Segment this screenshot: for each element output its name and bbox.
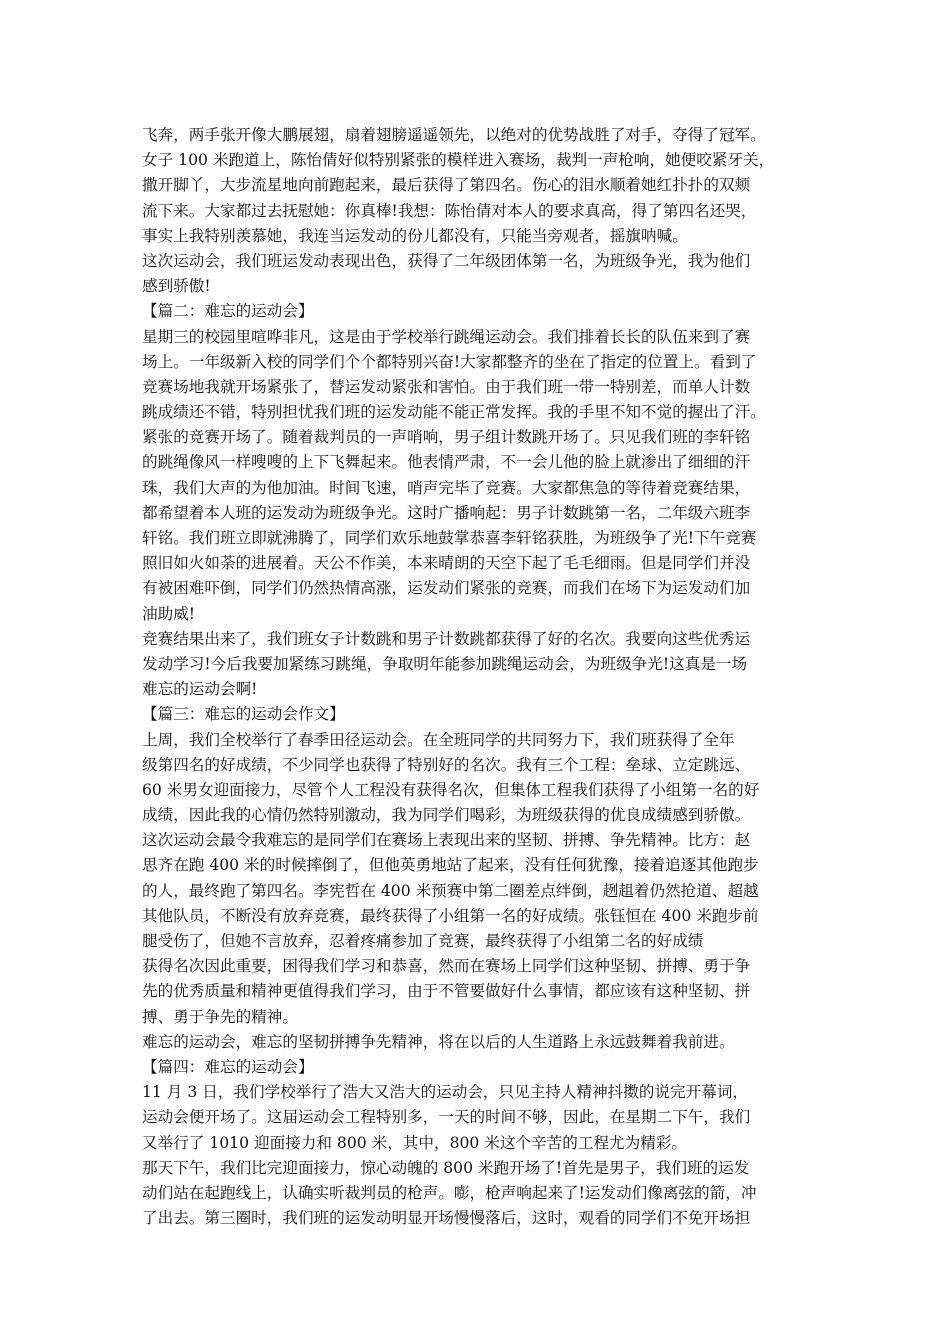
text-line: 的跳绳像风一样嗖嗖的上下飞舞起来。他表情严肃，不一会儿他的脸上就渗出了细细的汗 bbox=[142, 453, 751, 472]
text-line: 又举行了 1010 迎面接力和 800 米，其中，800 米这个辛苦的工程尤为精彩。 bbox=[142, 1133, 688, 1152]
text-line: 油助威! bbox=[142, 604, 196, 623]
text-line: 有被困难吓倒，同学们仍然热情高涨，运发动们紧张的竞赛，而我们在场下为运发动们加 bbox=[142, 579, 751, 598]
text-line: 级第四名的好成绩，不少同学也获得了特别好的名次。我有三个工程：垒球、立定跳远、 bbox=[142, 755, 751, 774]
text-line: 星期三的校园里喧哗非凡，这是由于学校举行跳绳运动会。我们排着长长的队伍来到了赛 bbox=[142, 327, 751, 346]
text-line: 【篇四：难忘的运动会】 bbox=[142, 1057, 314, 1076]
text-line: 珠，我们大声的为他加油。时间飞速，哨声完毕了竞赛。大家都焦急的等待着竞赛结果， bbox=[142, 478, 751, 497]
text-line: 成绩，因此我的心情仍然特别激动，我为同学们喝彩，为班级获得的优良成绩感到骄傲。 bbox=[142, 806, 751, 825]
text-line: 场上。一年级新入校的同学们个个都特别兴奋!大家都整齐的坐在了指定的位置上。看到了 bbox=[142, 352, 757, 371]
text-line: 这次运动会最令我难忘的是同学们在赛场上表现出来的坚韧、拼搏、争先精神。比方：赵 bbox=[142, 831, 751, 850]
text-line: 11 月 3 日，我们学校举行了浩大又浩大的运动会，只见主持人精神抖擞的说完开幕词， bbox=[142, 1083, 749, 1102]
text-line: 那天下午，我们比完迎面接力，惊心动魄的 800 米跑开场了!首先是男子，我们班的运发 bbox=[142, 1158, 750, 1177]
text-line: 搏、勇于争先的精神。 bbox=[142, 1007, 298, 1026]
text-line: 跳成绩还不错，特别担忧我们班的运发动能不能正常发挥。我的手里不知不觉的握出了汗。 bbox=[142, 403, 766, 422]
text-line: 【篇二：难忘的运动会】 bbox=[142, 302, 314, 321]
text-line: 上周，我们全校举行了春季田径运动会。在全班同学的共同努力下，我们班获得了全年 bbox=[142, 730, 735, 749]
text-line: 动们站在起跑线上，认确实听裁判员的枪声。嘭，枪声响起来了!运发动们像离弦的箭，冲 bbox=[142, 1183, 757, 1202]
text-line: 【篇三：难忘的运动会作文】 bbox=[142, 705, 345, 724]
text-line: 竞赛场地我就开场紧张了，替运发动紧张和害怕。由于我们班一带一特别差，而单人计数 bbox=[142, 377, 751, 396]
text-line: 运动会便开场了。这届运动会工程特别多，一天的时间不够，因此，在星期二下午，我们 bbox=[142, 1108, 751, 1127]
text-line: 轩铭。我们班立即就沸腾了，同学们欢乐地鼓掌恭喜李轩铭获胜，为班级争了光!下午竞赛 bbox=[142, 529, 757, 547]
text-line: 照旧如火如荼的进展着。天公不作美，本来晴朗的天空下起了毛毛细雨。但是同学们并没 bbox=[142, 554, 751, 573]
text-line: 60 米男女迎面接力，尽管个人工程没有获得名次，但集体工程我们获得了小组第一名的好 bbox=[142, 780, 760, 799]
text-line: 飞奔，两手张开像大鹏展翅，扇着翅膀遥遥领先，以绝对的优势战胜了对手，夺得了冠军。 bbox=[142, 126, 766, 144]
text-line: 难忘的运动会啊! bbox=[142, 680, 258, 699]
text-line: 感到骄傲! bbox=[142, 277, 211, 296]
text-line: 女子 100 米跑道上，陈怡倩好似特别紧张的模样进入赛场，裁判一声枪响，她便咬紧牙关， bbox=[142, 151, 775, 170]
text-line: 这次运动会，我们班运发动表现出色，获得了二年级团体第一名，为班级争光，我为他们 bbox=[142, 251, 751, 270]
text-line: 腿受伤了，但她不言放弃，忍着疼痛参加了竞赛，最终获得了小组第二名的好成绩 bbox=[142, 932, 704, 950]
text-line: 撒开脚丫，大步流星地向前跑起来，最后获得了第四名。伤心的泪水顺着她红扑扑的双颊 bbox=[142, 176, 751, 195]
text-line: 难忘的运动会，难忘的坚韧拼搏争先精神，将在以后的人生道路上永远鼓舞着我前进。 bbox=[142, 1032, 735, 1051]
text-line: 都希望着本人班的运发动为班级争光。这时广播响起：男子计数跳第一名，二年级六班李 bbox=[142, 503, 751, 522]
text-line: 紧张的竞赛开场了。随着裁判员的一声哨响，男子组计数跳开场了。只见我们班的李轩铭 bbox=[142, 428, 751, 447]
text-line: 的人，最终跑了第四名。李宪哲在 400 米预赛中第二圈差点绊倒，趔趄着仍然抢道、超越 bbox=[142, 881, 759, 900]
text-line: 其他队员，不断没有放弃竞赛，最终获得了小组第一名的好成绩。张钰恒在 400 米跑步前 bbox=[142, 906, 759, 925]
text-line: 先的优秀质量和精神更值得我们学习，由于不管要做好什么事情，都应该有这种坚韧、拼 bbox=[142, 982, 751, 1001]
document-body bbox=[142, 123, 822, 1231]
text-line: 竞赛结果出来了，我们班女子计数跳和男子计数跳都获得了好的名次。我要向这些优秀运 bbox=[142, 629, 751, 648]
text-line: 思齐在跑 400 米的时候摔倒了，但他英勇地站了起来，没有任何犹豫，接着追逐其他跑步 bbox=[142, 856, 759, 875]
text-line: 获得名次因此重要，困得我们学习和恭喜，然而在赛场上同学们这种坚韧、拼搏、勇于争 bbox=[142, 957, 751, 976]
text-line: 了出去。第三圈时，我们班的运发动明显开场慢慢落后，这时，观看的同学们不免开场担 bbox=[142, 1209, 751, 1228]
text-line: 事实上我特别羡慕她，我连当运发动的份儿都没有，只能当旁观者，摇旗呐喊。 bbox=[142, 226, 688, 245]
text-line: 发动学习!今后我要加紧练习跳绳，争取明年能参加跳绳运动会，为班级争光!这真是一场 bbox=[142, 654, 748, 673]
text-line: 流下来。大家都过去抚慰她：你真棒!我想：陈怡倩对本人的要求真高，得了第四名还哭， bbox=[142, 201, 757, 220]
